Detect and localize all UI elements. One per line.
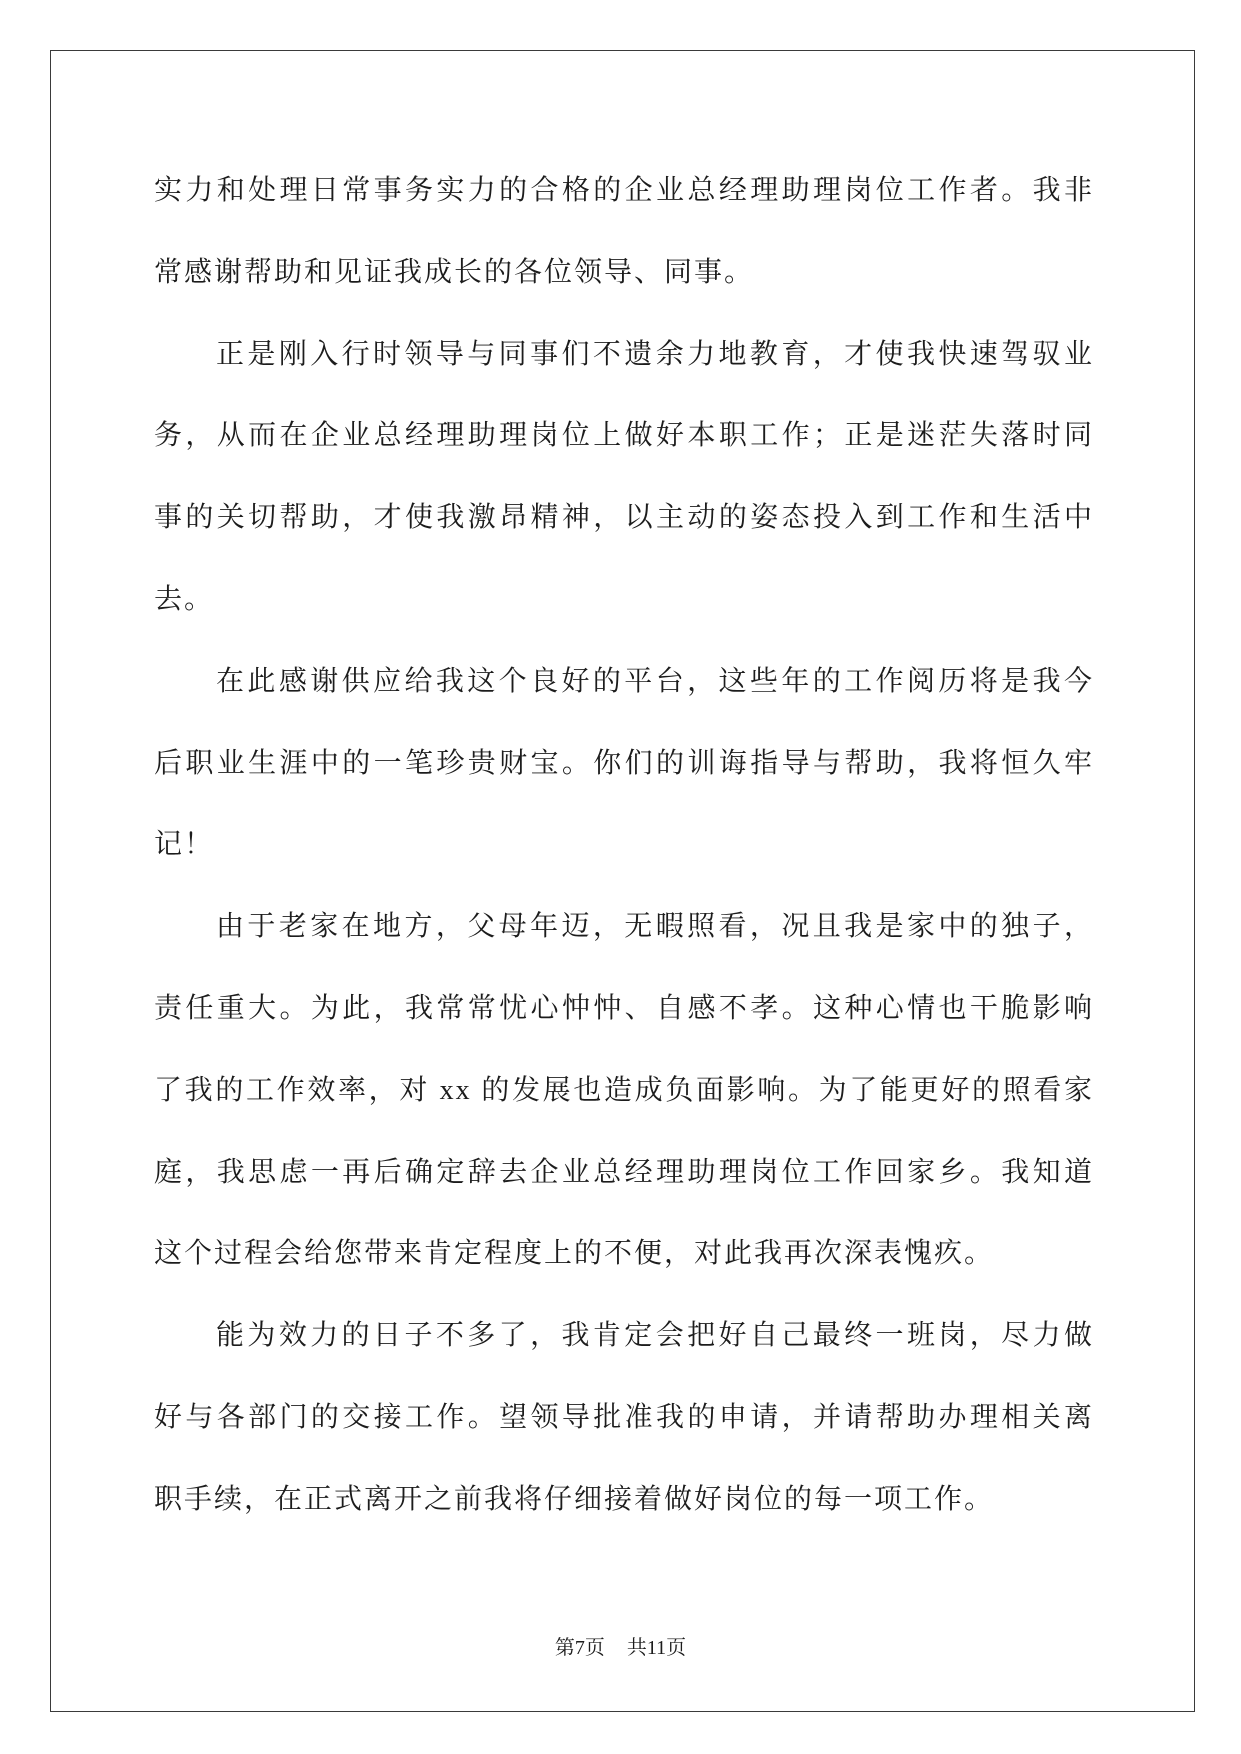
text-line: 后职业生涯中的一笔珍贵财宝。你们的训诲指导与帮助，我将恒久牢 [154, 747, 1094, 779]
document-body [154, 150, 1094, 1541]
paragraph [154, 314, 1094, 641]
page-footer [0, 1634, 1241, 1662]
text-line: 职手续，在正式离开之前我将仔细接着做好岗位的每一项工作。 [154, 1483, 995, 1515]
text-line: 好与各部门的交接工作。望领导批准我的申请，并请帮助办理相关离 [154, 1401, 1094, 1433]
text-line: 去。 [154, 583, 215, 615]
text-line: 正是刚入行时领导与同事们不遗余力地教育，才使我快速驾驭业 [216, 338, 1094, 370]
text-line: 能为效力的日子不多了，我肯定会把好自己最终一班岗，尽力做 [216, 1320, 1094, 1352]
text-line: 了我的工作效率，对 xx 的发展也造成负面影响。为了能更好的照看家 [154, 1074, 1094, 1106]
page-number: 第7页 [554, 1637, 605, 1659]
text-line: 庭，我思虑一再后确定辞去企业总经理助理岗位工作回家乡。我知道 [154, 1156, 1094, 1188]
text-line: 实力和处理日常事务实力的合格的企业总经理助理岗位工作者。我非 [154, 175, 1094, 206]
text-line: 由于老家在地方，父母年迈，无暇照看，况且我是家中的独子， [216, 911, 1094, 943]
paragraph [154, 886, 1094, 1295]
text-line: 常感谢帮助和见证我成长的各位领导、同事。 [154, 256, 755, 288]
text-line: 在此感谢供应给我这个良好的平台，这些年的工作阅历将是我今 [216, 665, 1094, 697]
text-line: 记！ [154, 829, 215, 861]
text-line: 事的关切帮助，才使我激昂精神，以主动的姿态投入到工作和生活中 [154, 502, 1094, 534]
paragraph [154, 150, 1094, 314]
paragraph [154, 641, 1094, 886]
text-line: 务，从而在企业总经理助理岗位上做好本职工作；正是迷茫失落时同 [154, 420, 1094, 452]
page-total: 共11页 [626, 1637, 687, 1659]
text-line: 责任重大。为此，我常常忧心忡忡、自感不孝。这种心情也干脆影响 [154, 992, 1094, 1024]
text-line: 这个过程会给您带来肯定程度上的不便，对此我再次深表愧疚。 [154, 1238, 995, 1270]
paragraph [154, 1295, 1094, 1540]
